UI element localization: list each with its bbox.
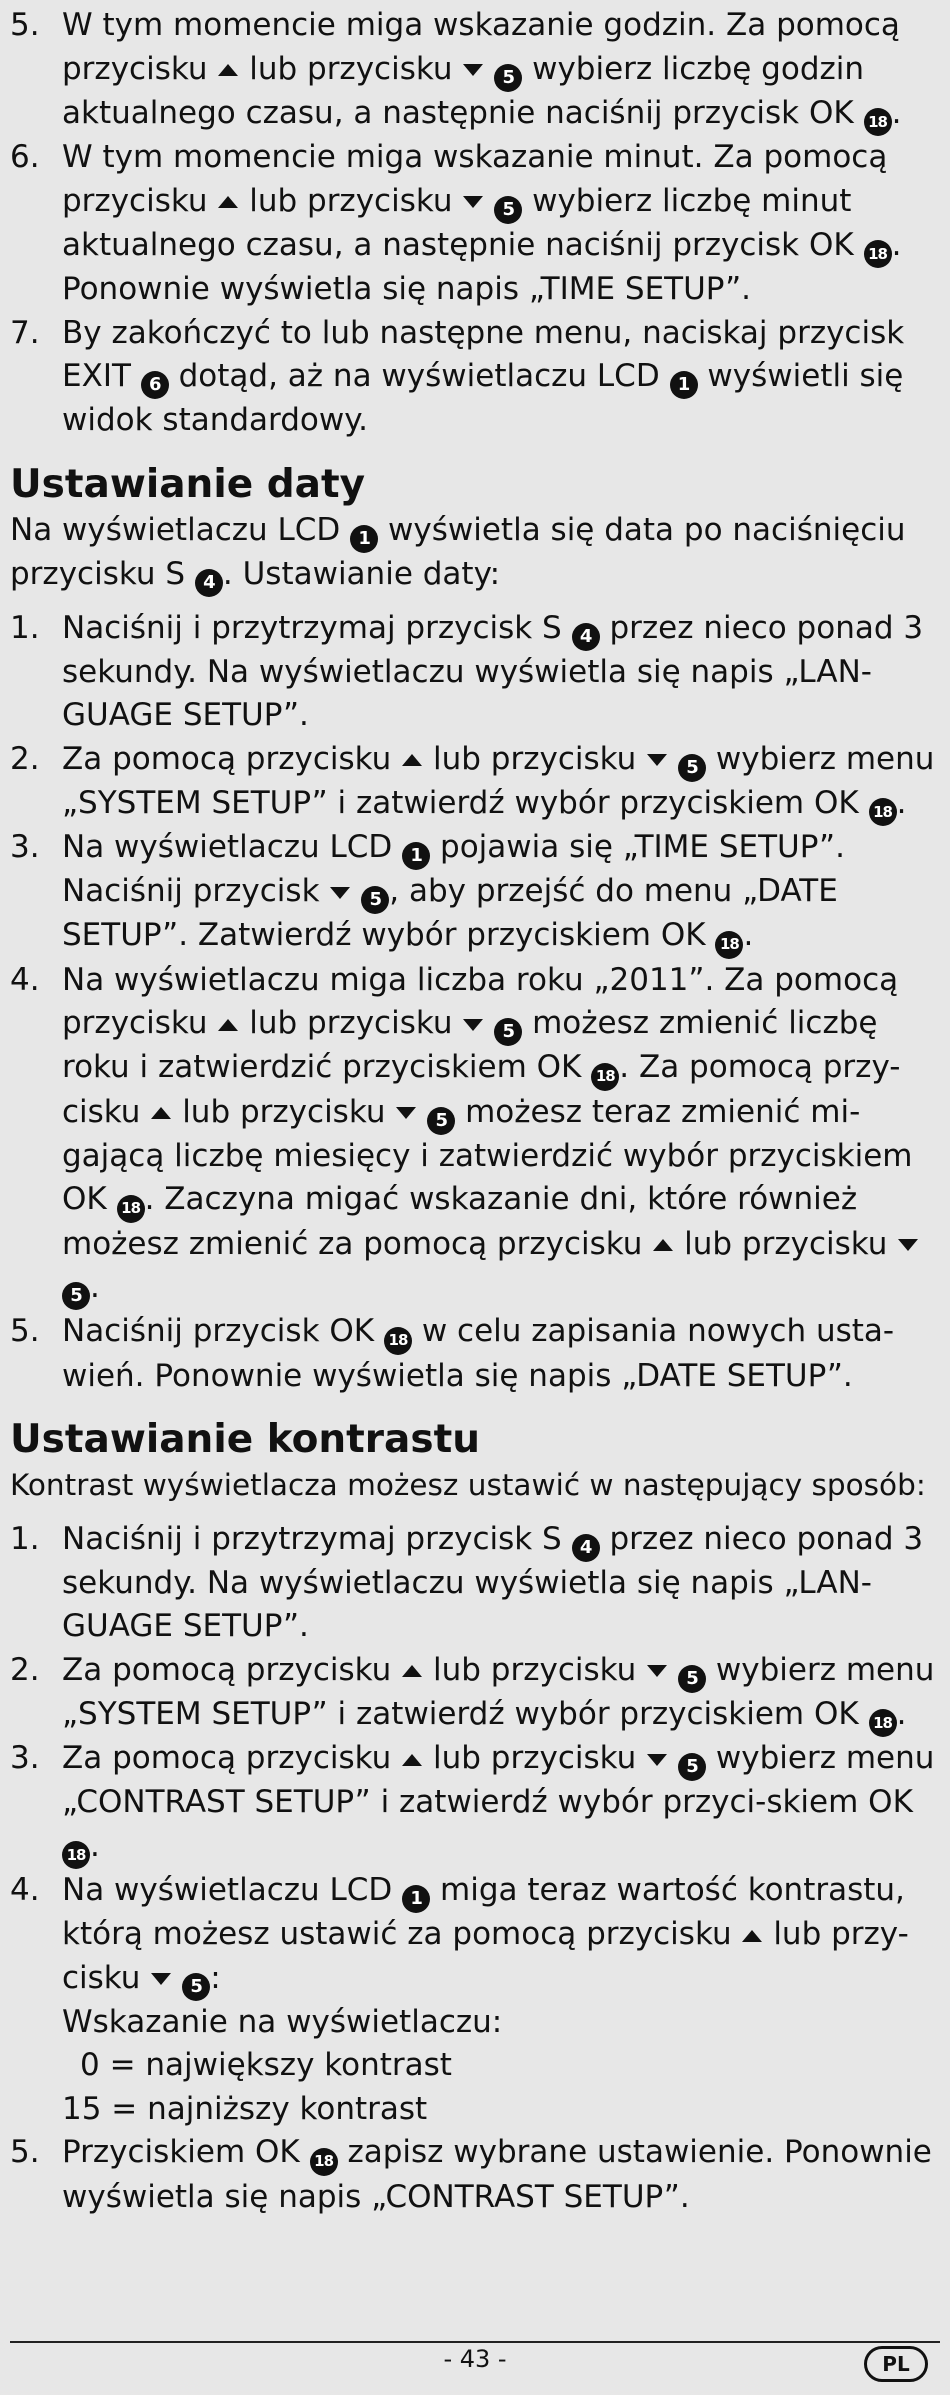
item-number: 5. [10, 1313, 40, 1349]
ref-6-icon: 6 [141, 371, 169, 399]
language-badge: PL [864, 2346, 928, 2382]
list-item [10, 4, 935, 136]
list-item [10, 2131, 935, 2219]
triangle-down-icon [646, 1753, 668, 1767]
list-item [10, 1310, 935, 1398]
list-item [10, 959, 935, 1311]
item-number: 6. [10, 139, 40, 175]
ref-5-icon: 5 [494, 196, 522, 224]
text-run: możesz teraz zmienić mi-gającą liczbę miesięcy i zatwierdzić wybór przyciskiem OK [62, 1093, 913, 1217]
item-text [62, 136, 935, 312]
triangle-up-icon [741, 1929, 763, 1943]
item-text [62, 607, 935, 738]
text-run: zapisz wybrane ustawienie. Ponownie wyświetla się napis „CONTRAST SETUP”. [62, 2134, 932, 2215]
triangle-down-icon [646, 753, 668, 767]
triangle-down-icon [462, 1018, 484, 1032]
contrast-min-line: 15 = najniższy kontrast [62, 2090, 428, 2127]
ref-18-icon: 18 [62, 1841, 90, 1869]
text-run: przez nieco ponad 3 sekundy. Na wyświetlaczu wyświetla się napis „LAN-GUAGE SETUP”. [62, 1520, 924, 1644]
ref-4-icon: 4 [572, 623, 600, 651]
section-intro [10, 509, 935, 597]
ref-1-icon: 1 [402, 842, 430, 870]
text-run: Za pomocą przycisku [62, 740, 392, 777]
ref-18-icon: 18 [591, 1063, 619, 1091]
text-run: pojawia się „TIME SETUP”. Naciśnij przycisk [62, 829, 845, 909]
ref-4-icon: 4 [572, 1534, 600, 1562]
text-run: wybierz menu „SYSTEM SETUP” i zatwierdź wybór przyciskiem OK [62, 1651, 935, 1732]
item-number: 4. [10, 1872, 40, 1908]
item-number: 2. [10, 740, 40, 777]
text-run: Naciśnij i przytrzymaj przycisk S [62, 609, 562, 646]
list-item [10, 136, 935, 312]
item-number: 3. [10, 1740, 40, 1776]
item-number: 3. [10, 829, 40, 865]
triangle-down-icon [646, 1664, 668, 1678]
text-run: Naciśnij przycisk OK [62, 1313, 375, 1349]
triangle-down-icon [395, 1106, 417, 1120]
text-run: . [90, 1269, 100, 1305]
text-run: Na wyświetlaczu LCD [10, 511, 341, 548]
item-text [62, 2131, 935, 2219]
text-run: . [743, 917, 754, 953]
text-run: lub przycisku [433, 740, 637, 777]
list-item [10, 1649, 935, 1738]
item-text [62, 959, 935, 1311]
ref-18-icon: 18 [310, 2148, 338, 2176]
text-run: lub przycisku [249, 50, 453, 87]
text-run: Za pomocą przycisku [62, 1740, 392, 1776]
ref-18-icon: 18 [864, 108, 892, 136]
page-content [10, 4, 935, 2219]
text-run: wybierz liczbę minut aktualnego czasu, a następnie naciśnij przycisk OK [62, 182, 854, 263]
ref-1-icon: 1 [402, 1885, 430, 1913]
item-text [62, 312, 935, 443]
display-label: Wskazanie na wyświetlaczu: [62, 2003, 503, 2040]
text-run: . [891, 94, 902, 131]
item-text [62, 1518, 935, 1649]
text-run: w celu zapisania nowych usta-wień. Ponownie wyświetla się napis „DATE SETUP”. [62, 1313, 895, 1394]
text-run: Naciśnij i przytrzymaj przycisk S [62, 1520, 562, 1557]
text-run: . Ponownie wyświetla się napis „TIME SETUP”. [62, 226, 902, 307]
section-intro: Kontrast wyświetlacza możesz ustawić w następujący sposób: [10, 1468, 926, 1502]
triangle-up-icon [217, 195, 239, 209]
item-text [62, 738, 935, 827]
triangle-up-icon [217, 63, 239, 77]
list-item [10, 1737, 935, 1869]
ref-18-icon: 18 [384, 1327, 412, 1355]
ref-18-icon: 18 [869, 798, 897, 826]
text-run: . Ustawianie daty: [222, 555, 501, 592]
text-run: lub przycisku [249, 1005, 453, 1041]
contrast-max-line: 0 = największy kontrast [80, 2047, 452, 2083]
item-number: 2. [10, 1651, 40, 1688]
text-run: lub przycisku [433, 1651, 637, 1688]
item-text [62, 4, 935, 136]
triangle-up-icon [652, 1238, 674, 1252]
text-run: . Za pomocą przy-cisku [62, 1049, 901, 1130]
item-text [62, 1869, 935, 2131]
item-text [62, 826, 935, 959]
text-run: W tym momencie miga wskazanie godzin. Za pomocą przycisku [62, 7, 900, 87]
text-run: wyświetli się widok standardowy. [62, 358, 904, 438]
ref-5-icon: 5 [678, 754, 706, 782]
text-run: lub przycisku [182, 1093, 386, 1130]
ref-18-icon: 18 [864, 240, 892, 268]
ref-18-icon: 18 [715, 931, 743, 959]
list-item [10, 1869, 935, 2131]
text-run: Na wyświetlaczu LCD [62, 1872, 393, 1908]
triangle-down-icon [462, 63, 484, 77]
text-run: , aby przejść do menu „DATE SETUP”. Zatwierdź wybór przyciskiem OK [62, 873, 838, 953]
item-number: 5. [10, 2134, 40, 2170]
section-heading-contrast: Ustawianie kontrastu [10, 1417, 480, 1462]
text-run: wybierz menu „SYSTEM SETUP” i zatwierdź wybór przyciskiem OK [62, 740, 935, 821]
text-run: lub przycisku [249, 182, 453, 219]
list-item [10, 607, 935, 738]
triangle-down-icon [150, 1972, 172, 1986]
text-run: dotąd, aż na wyświetlaczu LCD [178, 358, 660, 394]
triangle-down-icon [897, 1238, 919, 1252]
triangle-up-icon [401, 753, 423, 767]
item-number: 5. [10, 7, 40, 43]
item-number: 7. [10, 314, 40, 351]
text-run: lub przycisku [433, 1740, 637, 1776]
ref-5-icon: 5 [494, 1018, 522, 1046]
text-run: przez nieco ponad 3 sekundy. Na wyświetlaczu wyświetla się napis „LAN-GUAGE SETUP”. [62, 609, 924, 733]
ref-1-icon: 1 [350, 525, 378, 553]
ref-18-icon: 18 [869, 1709, 897, 1737]
triangle-up-icon [150, 1106, 172, 1120]
text-run: . [896, 784, 907, 821]
ref-4-icon: 4 [195, 569, 223, 597]
ref-5-icon: 5 [62, 1282, 90, 1310]
text-run: lub przy-cisku [62, 1916, 909, 1996]
page-number: - 43 - [443, 2345, 507, 2373]
list-item [10, 1518, 935, 1649]
ref-5-icon: 5 [678, 1753, 706, 1781]
text-run: W tym momencie miga wskazanie minut. Za pomocą przycisku [62, 139, 888, 219]
text-run: możesz zmienić liczbę roku i zatwierdzić przyciskiem OK [62, 1005, 878, 1085]
text-run: Na wyświetlaczu miga liczba roku „2011”. Za pomocą przycisku [62, 961, 899, 1041]
list-item [10, 738, 935, 827]
text-run: . [896, 1695, 907, 1732]
text-run: miga teraz wartość kontrastu, którą możesz ustawić za pomocą przycisku [62, 1872, 905, 1952]
text-run: wybierz menu „CONTRAST SETUP” i zatwierdź wybór przyci-skiem OK [62, 1740, 935, 1820]
triangle-up-icon [217, 1018, 239, 1032]
text-run: Przyciskiem OK [62, 2134, 300, 2170]
triangle-down-icon [329, 886, 351, 900]
text-run: . Zaczyna migać wskazanie dni, które również możesz zmienić za pomocą przycisku [62, 1181, 858, 1262]
triangle-up-icon [401, 1753, 423, 1767]
item-text [62, 1649, 935, 1738]
section-heading-date: Ustawianie daty [10, 461, 366, 507]
text-run: wybierz liczbę godzin aktualnego czasu, a następnie naciśnij przycisk OK [62, 50, 865, 131]
ref-5-icon: 5 [182, 1973, 210, 2001]
ref-18-icon: 18 [117, 1195, 145, 1223]
footer-divider [10, 2341, 940, 2343]
item-number: 1. [10, 609, 40, 646]
ref-5-icon: 5 [427, 1107, 455, 1135]
list-item [10, 826, 935, 959]
ref-5-icon: 5 [678, 1665, 706, 1693]
text-run: By zakończyć to lub następne menu, naciskaj przycisk EXIT [62, 314, 905, 394]
triangle-down-icon [462, 195, 484, 209]
text-run: : [210, 1959, 221, 1996]
text-run: lub przycisku [684, 1225, 888, 1262]
ref-1-icon: 1 [670, 371, 698, 399]
item-number: 1. [10, 1520, 40, 1557]
text-run: Na wyświetlaczu LCD [62, 829, 393, 865]
list-item [10, 312, 935, 443]
triangle-up-icon [401, 1664, 423, 1678]
ref-5-icon: 5 [494, 64, 522, 92]
item-text [62, 1310, 935, 1398]
text-run: wyświetla się data po naciśnięciu przycisku S [10, 511, 906, 592]
item-text [62, 1737, 935, 1869]
text-run: Za pomocą przycisku [62, 1651, 392, 1688]
text-run: . [90, 1827, 100, 1864]
item-number: 4. [10, 961, 40, 998]
ref-5-icon: 5 [361, 886, 389, 914]
